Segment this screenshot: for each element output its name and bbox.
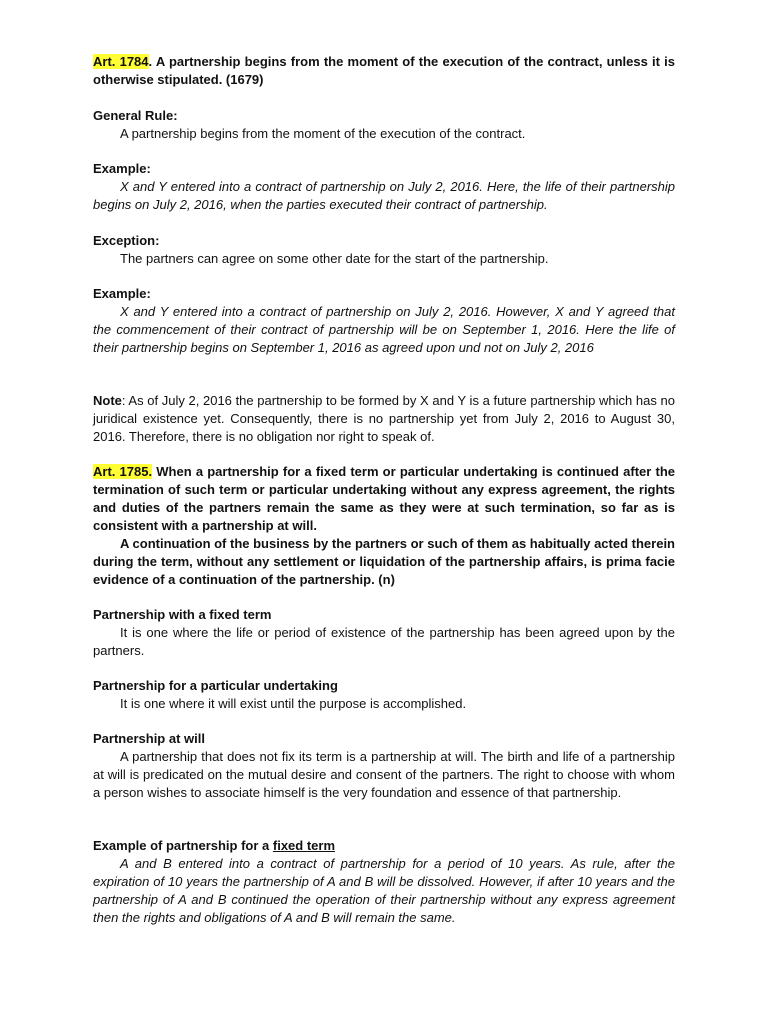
- exception-heading: Exception:: [93, 233, 160, 248]
- example-2-heading: Example:: [93, 286, 151, 301]
- exception-body: The partners can agree on some other date for the start of the partnership.: [120, 251, 549, 266]
- at-will-body: A partnership that does not fix its term is a partnership at will. The birth and life of a partnership at will is predicated on the mutual desire and consent of the partners. The right to choose with whom a person wishes to associate himself is the very foundation and essence of that partnership.: [93, 749, 675, 800]
- fixed-term-heading: Partnership with a fixed term: [93, 607, 272, 622]
- example-1-heading: Example:: [93, 161, 151, 176]
- note-label: Note: [93, 393, 122, 408]
- article-1784-text: . A partnership begins from the moment of the execution of the contract, unless it is otherwise stipulated. (1679): [93, 54, 675, 87]
- article-1785-text: When a partnership for a fixed term or particular undertaking is continued after the termination of such term or particular undertaking without any express agreement, the rights and duties of the partners remain the same as they were at such termination, so far as is consistent with a partnership at will.: [93, 464, 675, 533]
- note-body: : As of July 2, 2016 the partnership to be formed by X and Y is a future partnership which has no juridical existence yet. Consequently, there is no partnership yet from July 2, 2016 to August 30, 2016. Therefore, there is no obligation nor right to speak of.: [93, 393, 675, 444]
- article-1784: [93, 53, 675, 89]
- fixed-term-body: It is one where the life or period of existence of the partnership has been agreed upon by the partners.: [93, 625, 675, 658]
- example-2-body: X and Y entered into a contract of partnership on July 2, 2016. However, X and Y agreed that the commencement of their contract of partnership will be on September 1, 2016. Here the life of their partnership begins on September 1, 2016 as agreed upon und not on July 2, 2016: [93, 304, 675, 355]
- article-1785: [93, 463, 675, 535]
- general-rule-heading: General Rule:: [93, 108, 178, 123]
- particular-undertaking-body: It is one where it will exist until the purpose is accomplished.: [120, 696, 467, 711]
- general-rule-body: A partnership begins from the moment of the execution of the contract.: [120, 126, 526, 141]
- article-1785-paragraph-2: A continuation of the business by the partners or such of them as habitually acted therein during the term, without any settlement or liquidation of the partnership affairs, is prima facie evidence of a continuation of the partnership. (n): [93, 536, 675, 587]
- at-will-heading: Partnership at will: [93, 731, 205, 746]
- article-1785-label: Art. 1785.: [93, 464, 153, 479]
- note-paragraph: [93, 392, 675, 446]
- article-1784-label: Art. 1784: [93, 54, 149, 69]
- example-fixed-term-heading: [93, 837, 675, 855]
- particular-undertaking-heading: Partnership for a particular undertaking: [93, 678, 338, 693]
- example-fixed-term-heading-prefix: Example of partnership for a: [93, 838, 273, 853]
- example-fixed-term-heading-underlined: fixed term: [272, 838, 336, 853]
- example-fixed-term-body: A and B entered into a contract of partnership for a period of 10 years. As rule, after the expiration of 10 years the partnership of A and B will be dissolved. However, if after 10 years and the partnership of A and B continued the operation of their partnership without any express agreement then the rights and obligations of A and B will remain the same.: [93, 856, 675, 925]
- example-1-body: X and Y entered into a contract of partnership on July 2, 2016. Here, the life of their partnership begins on July 2, 2016, when the parties executed their contract of partnership.: [93, 179, 675, 212]
